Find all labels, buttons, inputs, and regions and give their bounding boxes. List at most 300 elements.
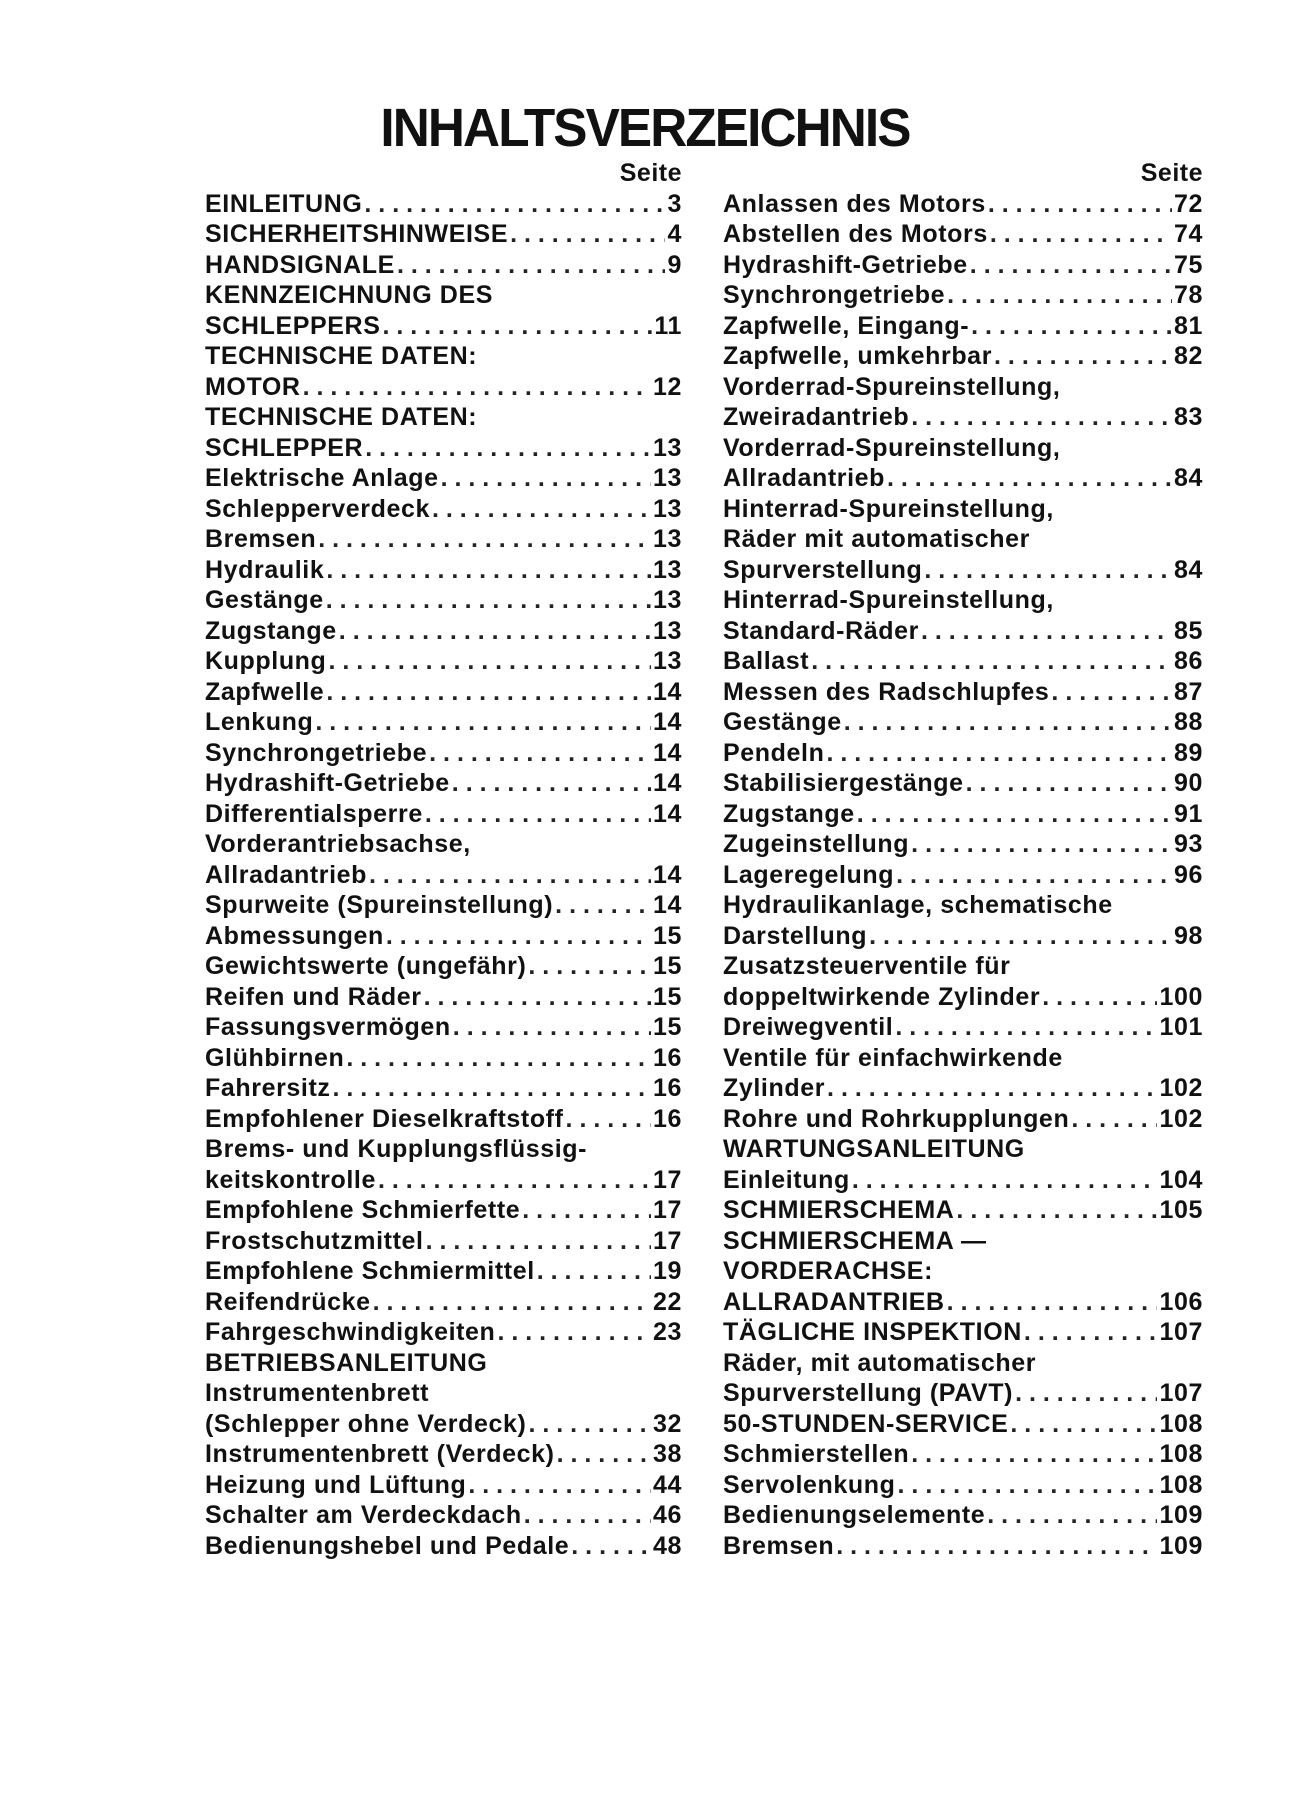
- toc-entry-title: Allradantrieb: [205, 860, 367, 889]
- toc-entry-title: KENNZEICHNUNG DES: [205, 281, 493, 309]
- toc-entry-title: Kupplung: [205, 647, 327, 675]
- toc-entry-title: Instrumentenbrett (Verdeck): [205, 1440, 555, 1468]
- dot-leader: [988, 189, 1172, 220]
- toc-entry: [723, 1256, 1203, 1287]
- toc-entry-title: Darstellung: [723, 921, 868, 950]
- toc-entry: [205, 1348, 682, 1379]
- toc-entry: [723, 585, 1203, 616]
- toc-entry-title: Synchrongetriebe: [723, 281, 946, 309]
- toc-entry-page-number: 109: [1159, 1501, 1203, 1529]
- toc-entry-page-number: 14: [652, 799, 682, 828]
- toc-entry: [205, 372, 682, 403]
- toc-entry-title: Gestänge: [723, 708, 842, 736]
- toc-entry: [723, 890, 1203, 921]
- toc-entry: [205, 219, 682, 250]
- dot-leader: [326, 677, 651, 708]
- toc-entry-page-number: 91: [1173, 799, 1203, 828]
- toc-entry: [723, 372, 1203, 403]
- dot-leader: [947, 280, 1172, 311]
- toc-entry-title: Empfohlene Schmiermittel: [205, 1257, 535, 1285]
- dot-leader: [987, 1500, 1157, 1531]
- dot-leader: [429, 738, 651, 769]
- dot-leader: [852, 1165, 1158, 1196]
- toc-entry-title: Schlepperverdeck: [205, 494, 430, 523]
- toc-entry: [723, 1012, 1203, 1043]
- toc-entry: [205, 890, 682, 921]
- toc-entry-page-number: 83: [1173, 403, 1203, 431]
- toc-entry-title: Empfohlene Schmierfette: [205, 1196, 521, 1224]
- toc-entry-page-number: 109: [1159, 1531, 1203, 1560]
- toc-entry: [205, 1226, 682, 1257]
- toc-entry-title: Vorderantriebsachse,: [205, 830, 471, 858]
- dot-leader: [898, 1470, 1158, 1501]
- toc-entry-title: Pendeln: [723, 738, 825, 767]
- toc-entry-page-number: 13: [652, 433, 682, 462]
- dot-leader: [382, 311, 652, 342]
- toc-entry-page-number: 98: [1173, 921, 1203, 950]
- toc-entry-page-number: 81: [1173, 311, 1203, 340]
- dot-leader: [528, 951, 651, 982]
- toc-entry: [205, 1409, 682, 1440]
- dot-leader: [966, 768, 1172, 799]
- toc-entry-page-number: 106: [1159, 1287, 1203, 1316]
- toc-entry-title: Zapfwelle, Eingang-: [723, 311, 970, 340]
- toc-entry: [723, 1317, 1203, 1348]
- toc-entry: [205, 646, 682, 677]
- toc-entry: [723, 616, 1203, 647]
- toc-entry-title: Räder mit automatischer: [723, 525, 1030, 553]
- toc-entry-page-number: 13: [652, 494, 682, 523]
- dot-leader: [947, 1287, 1158, 1318]
- dot-leader: [364, 189, 665, 220]
- toc-entry: [205, 341, 682, 372]
- toc-entry-page-number: 9: [667, 250, 682, 279]
- toc-entry: [205, 463, 682, 494]
- toc-entry-page-number: 100: [1159, 982, 1203, 1011]
- toc-entry-title: Anlassen des Motors: [723, 189, 986, 218]
- toc-entry-page-number: 19: [652, 1257, 682, 1285]
- toc-entry: [205, 1287, 682, 1318]
- toc-entry-title: Hydraulikanlage, schematische: [723, 891, 1113, 919]
- toc-entry: [205, 1531, 682, 1562]
- toc-entry: [723, 463, 1203, 494]
- toc-entry: [205, 768, 682, 799]
- toc-entry: [723, 189, 1203, 220]
- dot-leader: [425, 799, 651, 830]
- toc-entry-page-number: 48: [652, 1531, 682, 1560]
- dot-leader: [510, 219, 665, 250]
- dot-leader: [971, 311, 1172, 342]
- dot-leader: [921, 616, 1172, 647]
- dot-leader: [887, 463, 1172, 494]
- toc-entry: [205, 585, 682, 616]
- toc-entry-page-number: 86: [1173, 647, 1203, 675]
- toc-entry: [723, 860, 1203, 891]
- toc-entry: [723, 250, 1203, 281]
- toc-entry: [723, 311, 1203, 342]
- toc-entry-title: Hinterrad-Spureinstellung,: [723, 586, 1054, 614]
- dot-leader: [424, 982, 651, 1013]
- toc-entry-page-number: 84: [1173, 464, 1203, 492]
- toc-entry-page-number: 13: [652, 525, 682, 553]
- toc-entry: [723, 1104, 1203, 1135]
- toc-entry-page-number: 13: [652, 647, 682, 675]
- toc-entry-page-number: 14: [652, 677, 682, 706]
- dot-leader: [836, 1531, 1157, 1562]
- toc-entry: [205, 616, 682, 647]
- toc-entry: [205, 951, 682, 982]
- toc-entry-page-number: 13: [652, 616, 682, 645]
- toc-entry-title: Hydrashift-Getriebe: [205, 769, 450, 797]
- toc-entry-title: Räder, mit automatischer: [723, 1348, 1037, 1377]
- toc-entry-title: Zusatzsteuerventile für: [723, 952, 1011, 980]
- toc-entry-page-number: 82: [1173, 342, 1203, 370]
- toc-entry-page-number: 4: [667, 220, 682, 248]
- dot-leader: [990, 219, 1172, 250]
- toc-entry-title: Einleitung: [723, 1165, 850, 1194]
- toc-entry-title: ALLRADANTRIEB: [723, 1287, 945, 1316]
- toc-entry-page-number: 44: [652, 1470, 682, 1499]
- toc-entry-title: Bedienungshebel und Pedale: [205, 1531, 570, 1560]
- dot-leader: [827, 1073, 1157, 1104]
- toc-entry-page-number: 14: [652, 769, 682, 797]
- toc-entry-title: Zugstange: [205, 616, 337, 645]
- toc-entry-title: Abmessungen: [205, 921, 384, 950]
- toc-entry: [723, 951, 1203, 982]
- toc-entry-page-number: 15: [652, 982, 682, 1011]
- toc-entry-title: Lageregelung: [723, 860, 895, 889]
- toc-entry-page-number: 15: [652, 1013, 682, 1041]
- toc-entry: [205, 1073, 682, 1104]
- toc-entry-title: Gestänge: [205, 586, 324, 614]
- toc-entry: [205, 189, 682, 220]
- dot-leader: [911, 829, 1172, 860]
- toc-entry: [205, 738, 682, 769]
- toc-entry-title: SICHERHEITSHINWEISE: [205, 220, 509, 248]
- page-column-header: Seite: [619, 159, 682, 187]
- dot-leader: [373, 1287, 651, 1318]
- toc-entry-title: Empfohlener Dieselkraftstoff: [205, 1104, 564, 1133]
- toc-entry-page-number: 32: [652, 1409, 682, 1438]
- toc-entry-page-number: 13: [652, 464, 682, 492]
- toc-entry-title: TÄGLICHE INSPEKTION: [723, 1318, 1022, 1346]
- toc-entry: [723, 768, 1203, 799]
- toc-entry-title: (Schlepper ohne Verdeck): [205, 1409, 527, 1438]
- dot-leader: [924, 555, 1172, 586]
- toc-entry-title: Servolenkung: [723, 1470, 896, 1499]
- toc-entry: [205, 707, 682, 738]
- toc-entry-page-number: 90: [1173, 769, 1203, 797]
- dot-leader: [426, 1226, 651, 1257]
- toc-entry-title: Bedienungselemente: [723, 1501, 986, 1529]
- toc-entry: [723, 799, 1203, 830]
- toc-entry-page-number: 14: [652, 860, 682, 889]
- toc-column-right: [723, 158, 1203, 1561]
- toc-entry-page-number: 16: [652, 1043, 682, 1072]
- dot-leader: [441, 463, 651, 494]
- toc-entry-page-number: 88: [1173, 708, 1203, 736]
- toc-entry-page-number: 23: [652, 1318, 682, 1346]
- toc-entry-page-number: 107: [1159, 1379, 1203, 1407]
- toc-entry-title: Fahrgeschwindigkeiten: [205, 1318, 496, 1346]
- toc-entry: [723, 677, 1203, 708]
- toc-entry-page-number: 85: [1173, 616, 1203, 645]
- toc-entry: [723, 402, 1203, 433]
- toc-entry: [723, 1500, 1203, 1531]
- toc-entry-title: Reifendrücke: [205, 1287, 371, 1316]
- toc-entry: [723, 555, 1203, 586]
- toc-entry-page-number: 74: [1173, 220, 1203, 248]
- dot-leader: [911, 402, 1172, 433]
- toc-entry: [205, 1043, 682, 1074]
- dot-leader: [326, 585, 651, 616]
- dot-leader: [1010, 1409, 1157, 1440]
- toc-entry-page-number: 17: [652, 1226, 682, 1255]
- dot-leader: [1042, 982, 1157, 1013]
- toc-entry-title: Hydrashift-Getriebe: [723, 250, 968, 279]
- dot-leader: [528, 1409, 651, 1440]
- toc-entry-title: Schmierstellen: [723, 1440, 910, 1468]
- toc-entry-title: Instrumentenbrett: [205, 1379, 430, 1407]
- toc-entry-title: Abstellen des Motors: [723, 220, 988, 248]
- dot-leader: [869, 921, 1172, 952]
- toc-entry: [723, 1165, 1203, 1196]
- toc-entry-title: Hinterrad-Spureinstellung,: [723, 494, 1054, 523]
- dot-leader: [328, 646, 651, 677]
- toc-entry: [205, 1378, 682, 1409]
- toc-entry-title: Ventile für einfachwirkende: [723, 1043, 1063, 1072]
- toc-entry-title: Bremsen: [723, 1531, 835, 1560]
- page-title: INHALTSVERZEICHNIS: [380, 98, 910, 158]
- toc-entry-title: Rohre und Rohrkupplungen: [723, 1104, 1070, 1133]
- dot-leader: [1024, 1317, 1158, 1348]
- toc-entry-page-number: 22: [652, 1287, 682, 1316]
- dot-leader: [453, 1012, 651, 1043]
- toc-entry: [205, 1134, 682, 1165]
- toc-entry: [723, 1348, 1203, 1379]
- toc-entry-page-number: 107: [1159, 1318, 1203, 1346]
- toc-entry-title: SCHLEPPERS: [205, 311, 381, 340]
- toc-entry-page-number: 14: [652, 708, 682, 736]
- dot-leader: [826, 738, 1172, 769]
- toc-entry: [205, 829, 682, 860]
- toc-entry: [205, 280, 682, 311]
- dot-leader: [1071, 1104, 1157, 1135]
- toc-entry: [205, 524, 682, 555]
- toc-entry: [723, 1409, 1203, 1440]
- toc-entry-title: MOTOR: [205, 372, 301, 401]
- toc-entry-title: HANDSIGNALE: [205, 250, 395, 279]
- toc-entry: [205, 1012, 682, 1043]
- toc-entry-title: Zweiradantrieb: [723, 403, 910, 431]
- dot-leader: [970, 250, 1172, 281]
- toc-entry-title: Bremsen: [205, 525, 317, 553]
- toc-entry-page-number: 84: [1173, 555, 1203, 584]
- dot-leader: [895, 1012, 1157, 1043]
- toc-entry: [723, 524, 1203, 555]
- dot-leader: [844, 707, 1172, 738]
- toc-entry-page-number: 75: [1173, 250, 1203, 279]
- toc-entry-title: Spurverstellung: [723, 555, 923, 584]
- dot-leader: [1051, 677, 1172, 708]
- dot-leader: [332, 1073, 651, 1104]
- dot-leader: [537, 1256, 651, 1287]
- toc-entry: [723, 1378, 1203, 1409]
- toc-entry-page-number: 14: [652, 738, 682, 767]
- dot-leader: [303, 372, 651, 403]
- toc-entry-title: Zugeinstellung: [723, 830, 910, 858]
- toc-entry-page-number: 72: [1173, 189, 1203, 218]
- toc-entry-title: Hydraulik: [205, 555, 325, 584]
- toc-entry: [205, 799, 682, 830]
- toc-entry: [723, 219, 1203, 250]
- toc-entry: [205, 921, 682, 952]
- dot-leader: [571, 1531, 651, 1562]
- dot-leader: [365, 433, 651, 464]
- toc-entry: [205, 494, 682, 525]
- toc-entry: [205, 1256, 682, 1287]
- toc-entry-page-number: 16: [652, 1104, 682, 1133]
- dot-leader: [1015, 1378, 1157, 1409]
- toc-entry-title: EINLEITUNG: [205, 189, 363, 218]
- toc-entry-title: TECHNISCHE DATEN:: [205, 342, 478, 370]
- toc-entry: [723, 1195, 1203, 1226]
- toc-entry-title: Frostschutzmittel: [205, 1226, 424, 1255]
- toc-entry: [723, 494, 1203, 525]
- dot-leader: [339, 616, 651, 647]
- dot-leader: [497, 1317, 651, 1348]
- toc-entry-title: Messen des Radschlupfes: [723, 677, 1050, 706]
- toc-entry: [723, 433, 1203, 464]
- toc-entry-title: Stabilisiergestänge: [723, 769, 964, 797]
- toc-entry-page-number: 13: [652, 555, 682, 584]
- toc-entry-title: Fassungsvermögen: [205, 1013, 451, 1041]
- toc-entry-title: Synchrongetriebe: [205, 738, 428, 767]
- toc-entry-page-number: 15: [652, 952, 682, 980]
- toc-entry: [205, 982, 682, 1013]
- dot-leader: [452, 768, 651, 799]
- toc-entry: [723, 1073, 1203, 1104]
- toc-entry-title: Schalter am Verdeckdach: [205, 1501, 522, 1529]
- toc-entry-page-number: 96: [1173, 860, 1203, 889]
- toc-entry: [205, 250, 682, 281]
- toc-entry: [723, 280, 1203, 311]
- toc-entry-title: Glühbirnen: [205, 1043, 345, 1072]
- toc-entry-title: BETRIEBSANLEITUNG: [205, 1348, 488, 1377]
- toc-entry: [205, 1165, 682, 1196]
- toc-entry-title: Ballast: [723, 647, 810, 675]
- toc-entry: [723, 1226, 1203, 1257]
- toc-column-left: [205, 158, 682, 1561]
- dot-leader: [315, 707, 651, 738]
- toc-entry: [723, 1287, 1203, 1318]
- toc-entry: [205, 402, 682, 433]
- dot-leader: [326, 555, 651, 586]
- toc-entry-page-number: 105: [1159, 1196, 1203, 1224]
- toc-entry-title: Standard-Räder: [723, 616, 919, 645]
- toc-entry-title: Allradantrieb: [723, 464, 885, 492]
- toc-entry: [205, 1104, 682, 1135]
- toc-entry-page-number: 38: [652, 1440, 682, 1468]
- dot-leader: [346, 1043, 651, 1074]
- toc-entry-title: WARTUNGSANLEITUNG: [723, 1135, 1025, 1163]
- toc-entry-title: Dreiwegventil: [723, 1013, 894, 1041]
- dot-leader: [994, 341, 1172, 372]
- dot-leader: [555, 890, 651, 921]
- toc-entry-title: Zapfwelle, umkehrbar: [723, 342, 993, 370]
- toc-entry: [205, 1317, 682, 1348]
- toc-entry: [205, 677, 682, 708]
- toc-entry-page-number: 93: [1173, 830, 1203, 858]
- toc-entry-title: Lenkung: [205, 708, 314, 736]
- toc-entry: [205, 1439, 682, 1470]
- toc-entry-title: Spurweite (Spureinstellung): [205, 891, 554, 919]
- toc-entry-page-number: 102: [1159, 1074, 1203, 1102]
- toc-entry-title: Spurverstellung (PAVT): [723, 1379, 1014, 1407]
- dot-leader: [397, 250, 666, 281]
- toc-entry-title: SCHLEPPER: [205, 433, 364, 462]
- toc-entry-page-number: 17: [652, 1165, 682, 1194]
- toc-entry-page-number: 78: [1173, 281, 1203, 309]
- toc-entry: [723, 738, 1203, 769]
- toc-entry: [723, 341, 1203, 372]
- toc-entry-page-number: 104: [1159, 1165, 1203, 1194]
- toc-entry-title: Heizung und Lüftung: [205, 1470, 467, 1499]
- toc-entry: [723, 1439, 1203, 1470]
- toc-entry-title: 50-STUNDEN-SERVICE: [723, 1409, 1009, 1438]
- toc-entry-page-number: 89: [1173, 738, 1203, 767]
- toc-entry-page-number: 15: [652, 921, 682, 950]
- toc-entry-title: Zugstange: [723, 799, 855, 828]
- toc-entry: [723, 1134, 1203, 1165]
- toc-entry-page-number: 101: [1159, 1013, 1203, 1041]
- toc-entry: [205, 433, 682, 464]
- toc-entry-page-number: 13: [652, 586, 682, 614]
- toc-entry-page-number: 14: [652, 891, 682, 919]
- dot-leader: [811, 646, 1172, 677]
- page-column-header: Seite: [1140, 159, 1203, 187]
- toc-entry-page-number: 12: [652, 372, 682, 401]
- toc-entry-title: Zapfwelle: [205, 677, 325, 706]
- dot-leader: [468, 1470, 651, 1501]
- toc-entry: [723, 646, 1203, 677]
- toc-entry-page-number: 108: [1159, 1409, 1203, 1438]
- toc-entry-title: Elektrische Anlage: [205, 464, 439, 492]
- toc-entry: [723, 1470, 1203, 1501]
- toc-entry: [723, 707, 1203, 738]
- dot-leader: [369, 860, 651, 891]
- toc-entry: [205, 1195, 682, 1226]
- dot-leader: [566, 1104, 651, 1135]
- toc-entry-title: Reifen und Räder: [205, 982, 422, 1011]
- toc-entry-page-number: 17: [652, 1196, 682, 1224]
- toc-entry-page-number: 108: [1159, 1470, 1203, 1499]
- toc-entry-title: TECHNISCHE DATEN:: [205, 403, 478, 431]
- toc-entry-title: Brems- und Kupplungsflüssig-: [205, 1135, 588, 1163]
- toc-entry-title: doppeltwirkende Zylinder: [723, 982, 1041, 1011]
- toc-entry: [723, 829, 1203, 860]
- toc-entry-page-number: 16: [652, 1074, 682, 1102]
- toc-entry: [723, 982, 1203, 1013]
- toc-entry: [205, 311, 682, 342]
- toc-entry: [205, 1470, 682, 1501]
- toc-entry-title: Gewichtswerte (ungefähr): [205, 952, 527, 980]
- toc-entry-title: Differentialsperre: [205, 799, 423, 828]
- toc-entry: [723, 1043, 1203, 1074]
- dot-leader: [557, 1439, 651, 1470]
- toc-entry: [205, 860, 682, 891]
- toc-entry: [723, 921, 1203, 952]
